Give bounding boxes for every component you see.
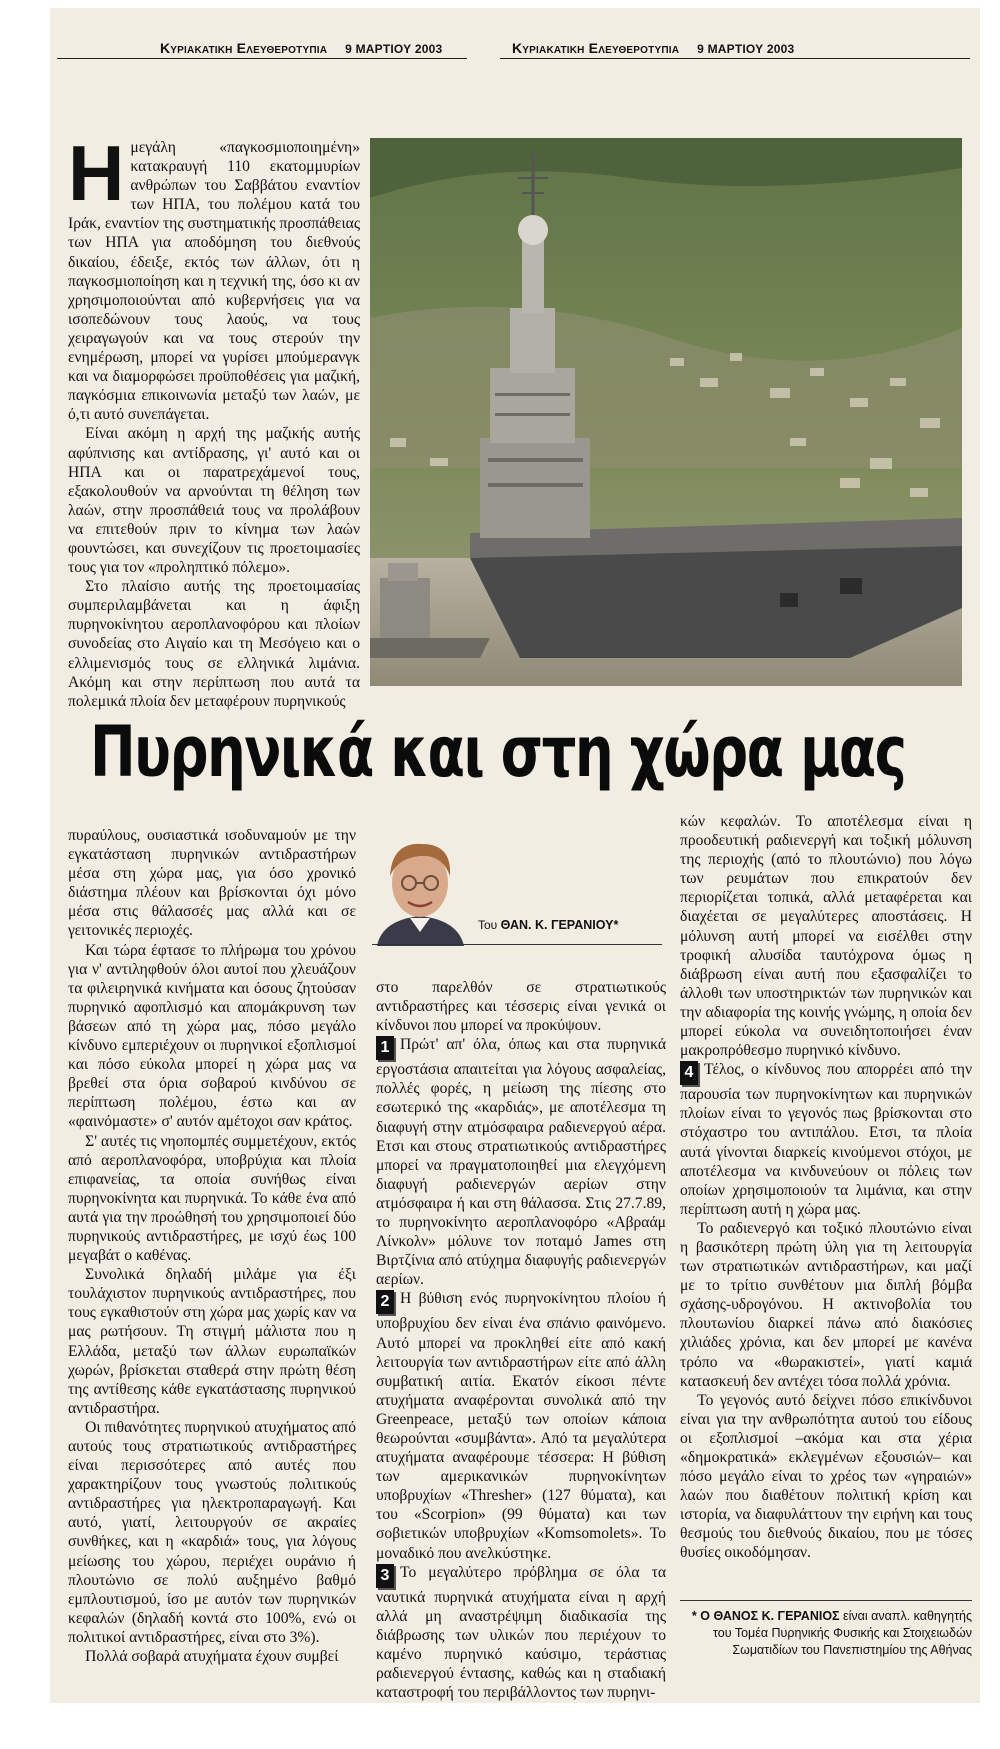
- body-paragraph: 2 Η βύθιση ενός πυρηνοκίνητου πλοίου ή υποβρυχίου δεν είναι ένα σπάνιο φαινόμενο. Αυτό μπορεί να προκληθεί είτε από κακή λειτουργία των αντιδραστήρων είτε από άλλη συμβατική αιτία. Εκατόν είκοσι πέντε ατυχήματα αναφέρονται συνολικά από την Greenpeace, μεταξύ των οποίων κάποια θεωρούνται «συμβάντα». Από τα μεγαλύτερα ατυχήματα αναφέρουμε τέσσερα: Η βύθιση των αμερικανικών πυρηνοκίνητων υποβρυχίων «Thresher» (127 θύματα), και του «Scorpion» (99 θύματα) και των σοβιετικών υποβρυχίων «Komsomolets». Το μοναδικό που ανελκύστηκε.: [376, 1290, 666, 1562]
- intro-paragraph: Στο πλαίσιο αυτής της προετοιμασίας συμπεριλαμβάνεται και η άφιξη πυρηνοκίνητου αεροπλανοφόρου και πλοίων συνοδείας στο Αιγαίο και τη Μεσόγειο και ο ελλιμενισμός τους σε ελληνικά λιμάνια. Ακόμη και στην περίπτωση που αυτά τα πολεμικά πλοία δεν μεταφέρουν πυρηνικούς: [68, 578, 360, 710]
- header-rule-left: [57, 58, 467, 59]
- body-paragraph: στο παρελθόν σε στρατιωτικούς αντιδραστήρες και τέσσερις είναι γενικά οι κίνδυνοι που μπορεί να προκύψουν.: [376, 979, 666, 1035]
- section-number-badge: 3: [376, 1564, 394, 1588]
- section-number-badge: 1: [376, 1036, 394, 1060]
- body-paragraph: πυραύλους, ουσιαστικά ισοδυναμούν με την εγκατάσταση πυρηνικών αντιδραστήρων μέσα στη χώρα μας, για όσο χρονικό διάστημα πλέουν και βρίσκονται όχι μόνο μέσα στις θάλασσές μας αλλά και σε γειτονικές περιοχές.: [68, 827, 356, 940]
- author-portrait: [372, 828, 469, 946]
- body-paragraph: κών κεφαλών. Το αποτέλεσμα είναι η προοδευτική ραδιενεργή και τοξική μόλυνση της περιοχής (από το πλουτώνιο) που λόγω των ρευμάτων που επικρατούν δεν περιορίζεται τοπικά, αλλά μεταφέρεται και διαχέεται σε μεγαλύτερες αποστάσεις. Η μόλυνση αυτή μπορεί να εισέλθει στην τροφική αλυσίδα ταυτόχρονα όμως η διάβρωση είναι αυτή που εξασφαλίζει το άλλοθι των υποστηρικτών των πυρηνικών και την αδιαφορία της κοινής γνώμης, η οποία δεν μπορεί εύκολα να συνειδητοποιήσει έναν μακροπρόθεσμο πυρηνικό κίνδυνο.: [680, 813, 972, 1060]
- body-paragraph: Το γεγονός αυτό δείχνει πόσο επικίνδυνοι είναι για την ανθρωπότητα αυτού του είδους οι εξοπλισμοί –ακόμα και στα χέρια «δημοκρατικά» εκλεγμένων εξουσιών– και πόσο μεγάλο είναι το χρέος των «γηραιών» λαών που διαθέτουν πολιτική κρίση και ιστορία, να διαφυλάττουν την ειρήνη και τους θεσμούς του διεθνούς δικαίου, που με τόσες θυσίες οικοδόμησαν.: [680, 1391, 972, 1562]
- body-paragraph: 1 Πρώτ' απ' όλα, όπως και στα πυρηνικά εργοστάσια απαιτείται για λόγους ασφαλείας, πολλές φορές, η μείωση της πίεσης στο εσωτερικό της «καρδιάς», με αποτέλεσμα τη διαφυγή στην ατμόσφαιρα ραδιενεργού αέρα. Ετσι και στους στρατιωτικούς αντιδραστήρες μπορεί να πραγματοποιηθεί μια ελεγχόμενη διαφυγή ραδιενεργών αερίων στην ατμόσφαιρα ή και στη θάλασσα. Στις 27.7.89, το πυρηνοκίνητο αεροπλανοφόρο «Αβραάμ Λίνκολν» μόλυνε τον ποταμό James στη Βιρτζίνια από ατύχημα διαφυγής ραδιενεργών αερίων.: [376, 1036, 666, 1289]
- intro-column: [68, 129, 360, 710]
- body-column-2: [376, 978, 666, 1702]
- publication-name: Κυριακατικη Ελευθεροτυπια: [512, 40, 680, 56]
- publication-name: Κυριακατικη Ελευθεροτυπια: [160, 40, 328, 56]
- body-paragraph: Συνολικά δηλαδή μιλάμε για έξι τουλάχιστον πυρηνικούς αντιδραστήρες, που τους εγκαθιστούν στη χώρα μας χωρίς καν να μας ρωτήσουν. Τη στιγμή μάλιστα που η Ελλάδα, μεταξύ των άλλων ευρωπαϊκών χωρών, βρίσκεται σταθερά στην πρώτη θέση της αντίθεσης κάθε εγκατάστασης πυρηνικού αντιδραστήρα.: [68, 1266, 356, 1417]
- byline-author: ΘΑΝ. Κ. ΓΕΡΑΝΙΟΥ*: [500, 918, 619, 932]
- drop-cap: Η: [68, 129, 125, 217]
- issue-date: 9 ΜΑΡΤΙΟΥ 2003: [345, 42, 443, 56]
- body-paragraph: Σ' αυτές τις νηοπομπές συμμετέχουν, εκτός από αεροπλανοφόρα, υποβρύχια και πλοία επιφανείας, τα οποία συνήθως είναι πυρηνοκίνητα και πυρηνικά. Το κάθε ένα από αυτά για την προώθησή του χρησιμοποιεί δύο πυρηνικούς αντιδραστήρες, με ισχύ έως 100 μεγαβάτ ο καθένας.: [68, 1132, 356, 1265]
- body-paragraph: Οι πιθανότητες πυρηνικού ατυχήματος από αυτούς τους στρατιωτικούς αντιδραστήρες είναι περισσότερες από αυτές που χαρακτηρίζουν τους γνωστούς πολιτικούς αντιδραστήρες για ηλεκτροπαραγωγή. Και αυτό, γιατί, λειτουργούν σε ακραίες συνθήκες, και η «καρδιά» τους, για λόγους μείωσης του χώρου, περιέχει ουράνιο ή πλουτώνιο σε πολύ αυξημένο βαθμό εμπλουτισμού, ίσο με αυτόν των πυρηνικών κεφαλών (δηλαδή κοντά στο 100%, ενώ οι πολιτικοί αντιδραστήρες, είναι στο 3%).: [68, 1418, 356, 1646]
- author-footnote: [680, 1608, 972, 1659]
- body-paragraph: Και τώρα έφτασε το πλήρωμα του χρόνου για ν' αντιληφθούν όλοι αυτοί που χλευάζουν τα φιλειρηνικά κινήματα και όσους ζητούσαν πυρηνικό αφοπλισμό και απομάκρυνση των βάσεων από τη χώρα μας, πόσο μεγάλο κίνδυνο εμπεριέχουν οι πυρηνικοί εξοπλισμοί και πόσο εύκολα μπορεί η χώρα μας να βρεθεί στα όρια σοβαρού κινδύνου σε περίπτωση πολέμου, έστω και αν «φαινόμαστε» σ' αυτόν αμέτοχοι σαν κράτος.: [68, 941, 356, 1131]
- issue-date: 9 ΜΑΡΤΙΟΥ 2003: [697, 42, 795, 56]
- footnote-author: * Ο ΘΑΝΟΣ Κ. ΓΕΡΑΝΙΟΣ: [691, 1609, 840, 1623]
- byline-rule: [372, 944, 662, 945]
- running-header-right: [512, 40, 794, 56]
- intro-paragraph: Ημεγάλη «παγκοσμιοποιημένη» κατακραυγή 110 εκατομμυρίων ανθρώπων του Σαββάτου εναντίον των ΗΠΑ, του πολέμου κατά του Ιράκ, εναντίον της συστηματικής προσπάθειας των ΗΠΑ για αποδόμηση του διεθνούς δικαίου, έδειξε, εκτός των άλλων, ότι η παγκοσμιοποίηση και η τεχνική της, όσο κι αν χρησιμοποιούνται από κυβερνήσεις για να ισοπεδώνουν τους λαούς, να τους χειραγωγούν και να τους στερούν την ενημέρωση, μπορεί να γυρίσει μπούμερανγκ και να διαμορφώσει προϋποθέσεις για μαζική, παγκόσμια επικοινωνία μεταξύ των λαών, με ό,τι αυτό συνεπάγεται.: [68, 129, 360, 424]
- body-column-1: [68, 826, 356, 1666]
- body-paragraph: Το ραδιενεργό και τοξικό πλουτώνιο είναι η βασικότερη πρώτη ύλη για τη λειτουργία των στρατιωτικών αντιδραστήρων, και μαζί με το τρίτιο συνθέτουν μια διπλή βόμβα σχάσης-υδρογόνου. Η ακτινοβολία του πλουτωνίου διαρκεί πάνω από διακόσιες χιλιάδες χρόνια, και δεν μπορεί με κανένα τρόπο να «θωρακιστεί», γιατί καμιά κατασκευή δεν αντέχει τόσα πολλά χρόνια.: [680, 1219, 972, 1390]
- intro-paragraph: Είναι ακόμη η αρχή της μαζικής αυτής αφύπνισης και αντίδρασης, γι' αυτό και οι ΗΠΑ και οι παρατρεχάμενοί τους, εξακολουθούν να αρνούνται τη θέληση των λαών, στην προσπάθειά τους να προλάβουν να επιτεθούν πριν το κίνημα των λαών φουντώσει, και συνεχίζουν τις προετοιμασίες τους για τον «προληπτικό πόλεμο».: [68, 425, 360, 577]
- byline: [478, 918, 618, 932]
- running-header-left: [160, 40, 442, 56]
- headline: Πυρηνικά και στη χώρα μας: [90, 711, 906, 793]
- aircraft-carrier-photo: [370, 138, 962, 686]
- header-rule-right: [500, 58, 970, 59]
- footnote-text: είναι αναπλ. καθηγητής του Τομέα Πυρηνικής Φυσικής και Στοιχειωδών Σωματιδίων του Πανεπιστημίου της Αθήνας: [713, 1609, 972, 1657]
- section-number-badge: 2: [376, 1290, 394, 1314]
- body-paragraph: Πολλά σοβαρά ατυχήματα έχουν συμβεί: [85, 1648, 339, 1666]
- section-number-badge: 4: [680, 1061, 698, 1085]
- body-paragraph: 4 Τέλος, ο κίνδυνος που απορρέει από την παρουσία των πυρηνοκίνητων και πυρηνικών πλοίων είναι το γεγονός πως βρίσκονται στο στόχαστρο του αντιπάλου. Ετσι, τα πλοία αυτά γίνονται διαρκείς κινούμενοι στόχοι, με αποτέλεσμα να κινδυνεύουν οι πόλεις των οποίων χρησιμοποιούν τα λιμάνια, και στην περίπτωση αυτή η χώρα μας.: [680, 1061, 972, 1218]
- byline-prefix: Του: [478, 918, 498, 932]
- body-paragraph: 3 Το μεγαλύτερο πρόβλημα σε όλα τα ναυτικά πυρηνικά ατυχήματα είναι η αρχή αλλά μη αναστρέψιμη διαδικασία της διάβρωσης των υλικών που περιέχουν το καμένο πυρηνικό καύσιμο, τεράστιας ραδιενεργού έντασης, καθώς και η σταδιακή καταστροφή του περιβάλλοντος των πυρηνι-: [376, 1563, 666, 1702]
- footnote-rule: [680, 1600, 972, 1601]
- body-column-3: [680, 812, 972, 1598]
